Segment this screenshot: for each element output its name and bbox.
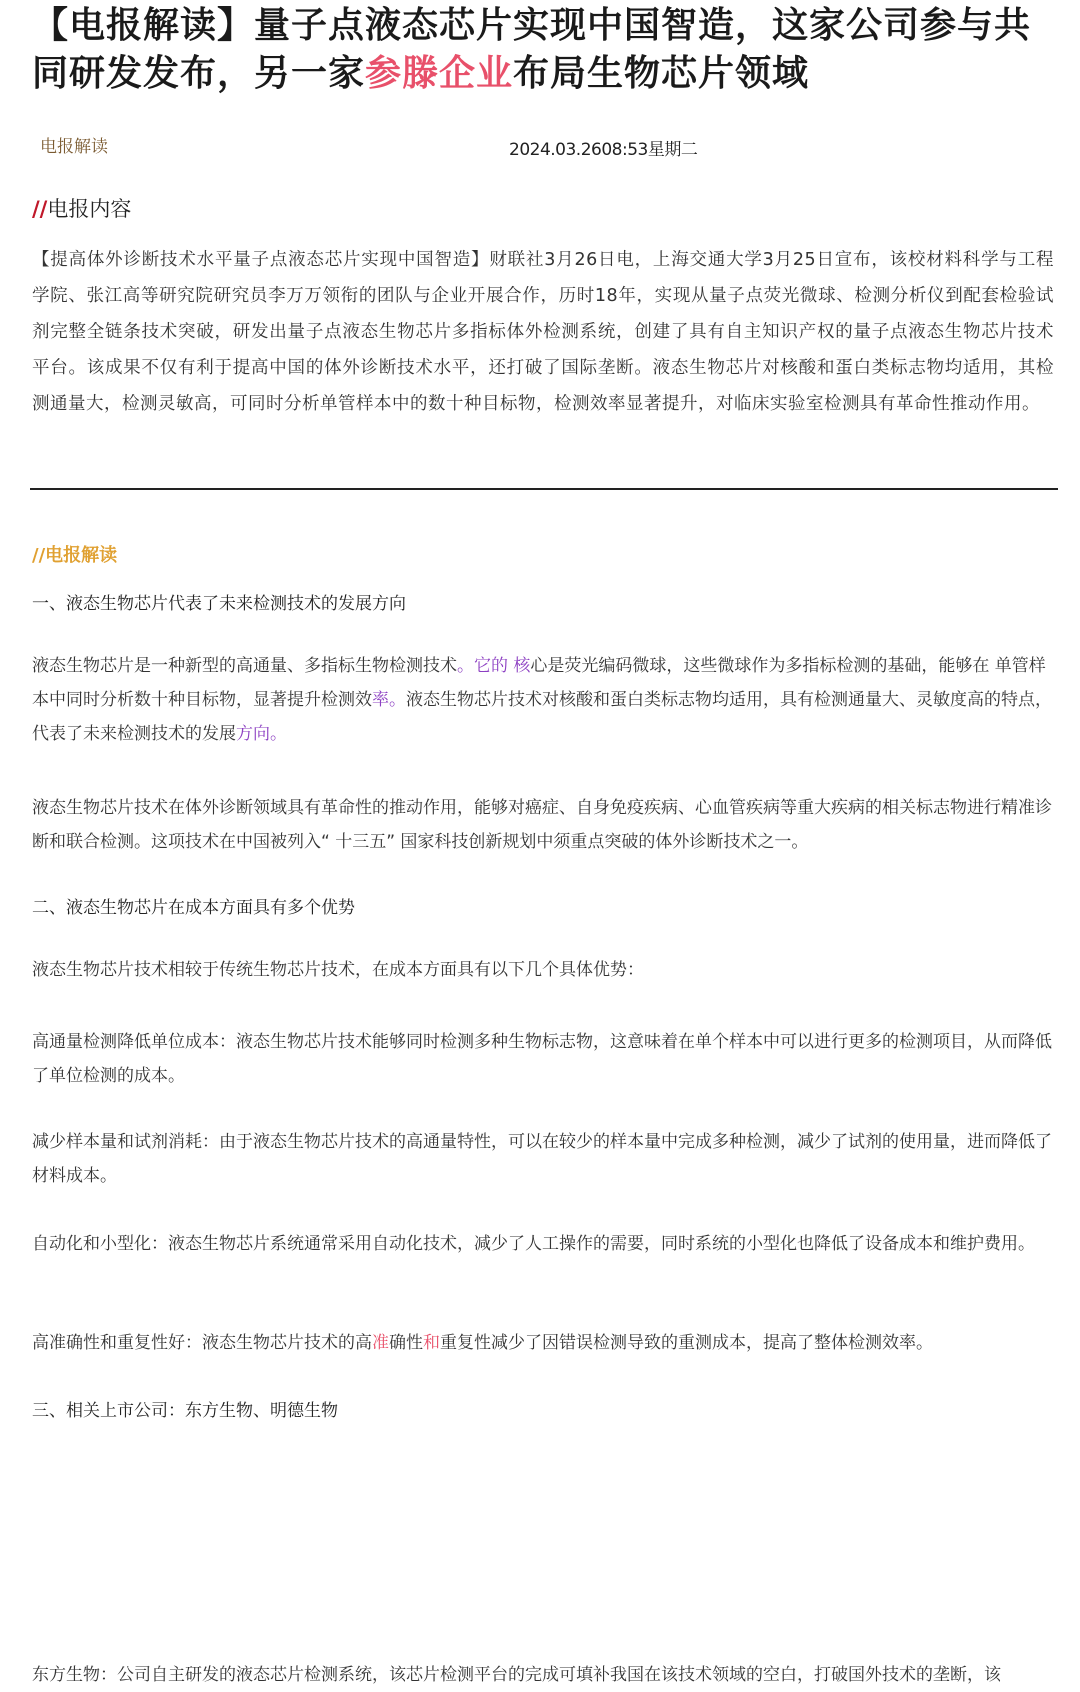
p1-seg-c: 的 核 — [491, 656, 531, 676]
paragraph-4: 高通量检测降低单位成本：液态生物芯片技术能够同时检测多种生物标志物，这意味着在单个样本中可以进行更多的检测项目，从而降低了单位检测的成本。 — [32, 1032, 1052, 1086]
p1-seg-a: 液态生物芯片是一种新型的高通量、多指标生物检测技术 — [32, 656, 457, 676]
paragraph-8-partial: 东方生物：公司自主研发的液态芯片检测系统，该芯片检测平台的完成可填补我国在该技术领域的空白，打破国外技术的垄断，该 — [32, 1665, 1001, 1685]
p7-seg-d: 和 — [423, 1333, 440, 1353]
p1-seg-e: 率。 — [372, 690, 406, 710]
p1-seg-g: 方向。 — [236, 724, 287, 744]
paragraph-3: 液态生物芯片技术相较于传统生物芯片技术，在成本方面具有以下几个具体优势： — [32, 960, 644, 980]
p7-seg-b: 准 — [372, 1333, 389, 1353]
subsection-title-1: 一、液态生物芯片代表了未来检测技术的发展方向 — [32, 594, 406, 614]
p7-seg-e: 重复性减少了因错误检测导致的重测成本，提高了整体检测效率。 — [440, 1333, 933, 1353]
p1-seg-f: 液态生物芯片技术对核酸和蛋白类标志物均适用，具有检测通量大、灵敏度高的特点，代表了未来检测技术的发展 — [32, 690, 1052, 744]
section-divider — [30, 488, 1058, 490]
telegram-heading — [32, 193, 131, 223]
p1-seg-d: 心是荧光编码微球，这些微球作为多指标检测的基础，能够在 单管样本中同时分析数十种目标物，显著提升检测效 — [32, 656, 1046, 710]
subsection-title-2: 二、液态生物芯片在成本方面具有多个优势 — [32, 898, 355, 918]
telegram-body: 【提高体外诊断技术水平量子点液态芯片实现中国智造】财联社3月26日电，上海交通大学3月25日宣布，该校材料科学与工程学院、张江高等研究院研究员李万万领衔的团队与企业开展合作，历时18年，实现从量子点荧光微球、检测分析仪到配套检验试剂完整全链条技术突破，研发出量子点液态生物芯片多指标体外检测系统，创建了具有自主知识产权的量子点液态生物芯片技术平台。该成果不仅有利于提高中国的体外诊断技术水平，还打破了国际垄断。液态生物芯片对核酸和蛋白类标志物均适用，其检测通量大，检测灵敏高，可同时分析单管样本中的数十种目标物，检测效率显著提升，对临床实验室检测具有革命性推动作用。 — [32, 250, 1054, 414]
paragraph-2: 液态生物芯片技术在体外诊断领域具有革命性的推动作用，能够对癌症、自身免疫疾病、心血管疾病等重大疾病的相关标志物进行精准诊断和联合检测。这项技术在中国被列入“ 十三五” 国家科技创新规划中须重点突破的体外诊断技术之一。 — [32, 798, 1052, 852]
telegram-heading-text: 电报内容 — [47, 197, 132, 221]
p1-seg-b: 。它 — [457, 656, 491, 676]
paragraph-7 — [32, 1326, 1056, 1360]
publish-datetime: 2024.03.2608:53星期二 — [509, 140, 698, 160]
source-tag: 电报解读 — [40, 137, 108, 157]
title-highlight: 参滕企业 — [365, 53, 514, 94]
article-title — [32, 2, 1052, 98]
interpretation-heading: //电报解读 — [32, 545, 118, 566]
p7-seg-a: 高准确性和重复性好：液态生物芯片技术的高 — [32, 1333, 372, 1353]
paragraph-6: 自动化和小型化：液态生物芯片系统通常采用自动化技术，减少了人工操作的需要，同时系统的小型化也降低了设备成本和维护费用。 — [32, 1234, 1035, 1254]
p7-seg-c: 确性 — [389, 1333, 423, 1353]
paragraph-5: 减少样本量和试剂消耗：由于液态生物芯片技术的高通量特性，可以在较少的样本量中完成多种检测，减少了试剂的使用量，进而降低了材料成本。 — [32, 1132, 1052, 1186]
paragraph-1 — [32, 649, 1056, 751]
title-part2: 布局生物芯片领域 — [513, 53, 810, 94]
subsection-title-3: 三、相关上市公司：东方生物、明德生物 — [32, 1401, 338, 1421]
title-part1: 【电报解读】量子点液态芯片实现中国智造，这家公司参与共同研发发布，另一家 — [32, 5, 1032, 94]
heading-slash: // — [32, 197, 48, 221]
